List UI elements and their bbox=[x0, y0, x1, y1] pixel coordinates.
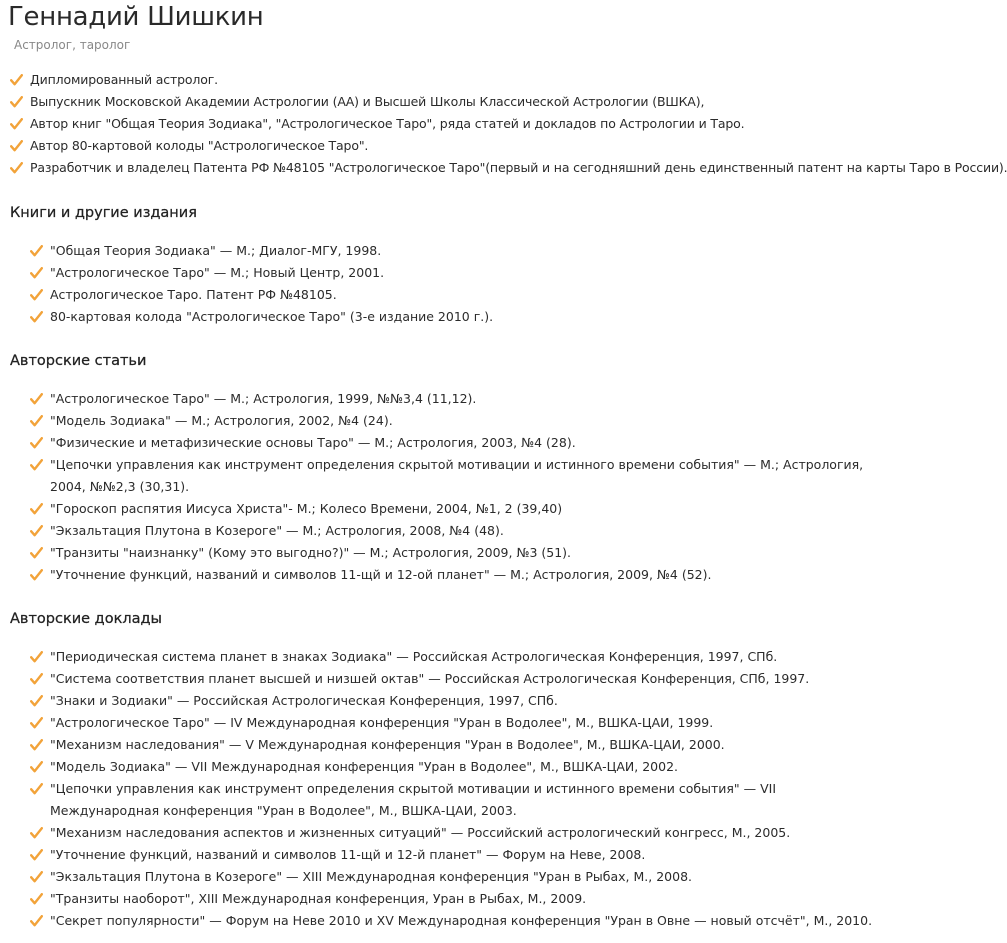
checkmark-icon bbox=[10, 140, 23, 152]
list-item bbox=[30, 410, 863, 432]
list-item bbox=[30, 240, 493, 262]
list-item-text: "Знаки и Зодиаки" — Российская Астрологическая Конференция, 1997, СПб. bbox=[50, 693, 558, 708]
reports-heading: Авторские доклады bbox=[10, 611, 162, 627]
checkmark-icon bbox=[10, 96, 23, 108]
checkmark-icon bbox=[30, 503, 43, 515]
list-item-text: "Периодическая система планет в знаках Зодиака" — Российская Астрологическая Конференция, 1997, СПб. bbox=[50, 649, 778, 664]
list-item-text: "Цепочки управления как инструмент определения скрытой мотивации и истинного времени события" — VII bbox=[50, 781, 777, 796]
list-item bbox=[30, 284, 493, 306]
list-item-text: "Физические и метафизические основы Таро" — М.; Астрология, 2003, №4 (28). bbox=[50, 435, 576, 450]
checkmark-icon bbox=[30, 459, 43, 471]
list-item bbox=[10, 135, 1005, 157]
list-item-text: "Секрет популярности" — Форум на Неве 2010 и XV Международная конференция "Уран в Овне — новый отсчёт", М., 2010. bbox=[50, 913, 873, 928]
list-item-text: "Гороскоп распятия Иисуса Христа"- М.; Колесо Времени, 2004, №1, 2 (39,40) bbox=[50, 501, 563, 516]
list-item-text: "Цепочки управления как инструмент определения скрытой мотивации и истинного времени события" — М.; Астрология, bbox=[50, 457, 864, 472]
checkmark-icon bbox=[30, 569, 43, 581]
list-item-text: "Транзиты "наизнанку" (Кому это выгодно?)" — М.; Астрология, 2009, №3 (51). bbox=[50, 545, 572, 560]
list-item bbox=[30, 498, 863, 520]
list-item bbox=[30, 388, 863, 410]
list-item-text: "Астрологическое Таро" — IV Международная конференция "Уран в Водолее", М., ВШКА-ЦАИ, 1999. bbox=[50, 715, 714, 730]
list-item bbox=[30, 734, 872, 756]
list-item bbox=[30, 910, 872, 932]
list-item bbox=[10, 69, 1005, 91]
list-item bbox=[10, 91, 1005, 113]
list-item-text: "Механизм наследования" — V Международная конференция "Уран в Водолее", М., ВШКА-ЦАИ, 2000. bbox=[50, 737, 725, 752]
checkmark-icon bbox=[30, 893, 43, 905]
list-item bbox=[10, 113, 1005, 135]
list-item-text: 80-картовая колода "Астрологическое Таро" (3-е издание 2010 г.). bbox=[50, 309, 494, 324]
page-title: Геннадий Шишкин bbox=[8, 2, 264, 32]
checkmark-icon bbox=[10, 118, 23, 130]
list-item bbox=[30, 756, 872, 778]
list-item-text: "Транзиты наоборот", XIII Международная конференция, Уран в Рыбах, М., 2009. bbox=[50, 891, 587, 906]
list-item-text: Разработчик и владелец Патента РФ №48105 "Астрологическое Таро"(первый и на сегодняшний день единственный патент на карты Таро в России). bbox=[30, 160, 1007, 175]
list-item-text: "Механизм наследования аспектов и жизненных ситуаций" — Российский астрологический конгресс, М., 2005. bbox=[50, 825, 791, 840]
list-item-text: "Модель Зодиака" — VII Международная конференция "Уран в Водолее", М., ВШКА-ЦАИ, 2002. bbox=[50, 759, 679, 774]
list-item-text: Дипломированный астролог. bbox=[30, 72, 218, 87]
list-item-text: "Система соответствия планет высшей и низшей октав" — Российская Астрологическая Конференция, СПб, 1997. bbox=[50, 671, 810, 686]
list-item-text: "Уточнение функций, названий и символов 11-щй и 12-й планет" — Форум на Неве, 2008. bbox=[50, 847, 646, 862]
list-item bbox=[30, 262, 493, 284]
list-item bbox=[30, 668, 872, 690]
intro-list bbox=[10, 69, 1005, 179]
list-item bbox=[30, 866, 872, 888]
list-item bbox=[30, 778, 872, 822]
list-item-text: "Экзальтация Плутона в Козероге" — М.; Астрология, 2008, №4 (48). bbox=[50, 523, 504, 538]
checkmark-icon bbox=[30, 437, 43, 449]
list-item bbox=[30, 822, 872, 844]
books-list bbox=[30, 240, 493, 328]
list-item bbox=[30, 432, 863, 454]
list-item bbox=[30, 520, 863, 542]
list-item bbox=[30, 646, 872, 668]
checkmark-icon bbox=[30, 651, 43, 663]
checkmark-icon bbox=[30, 739, 43, 751]
reports-list bbox=[30, 646, 872, 932]
list-item-text: Астрологическое Таро. Патент РФ №48105. bbox=[50, 287, 337, 302]
list-item bbox=[30, 454, 863, 498]
list-item bbox=[30, 306, 493, 328]
checkmark-icon bbox=[30, 673, 43, 685]
checkmark-icon bbox=[10, 162, 23, 174]
checkmark-icon bbox=[30, 695, 43, 707]
articles-list bbox=[30, 388, 863, 586]
checkmark-icon bbox=[30, 547, 43, 559]
list-item-text-continued: 2004, №№2,3 (30,31). bbox=[50, 479, 190, 494]
list-item-text: "Общая Теория Зодиака" — М.; Диалог-МГУ, 1998. bbox=[50, 243, 382, 258]
list-item bbox=[30, 712, 872, 734]
checkmark-icon bbox=[30, 311, 43, 323]
checkmark-icon bbox=[10, 74, 23, 86]
list-item-text: "Модель Зодиака" — М.; Астрология, 2002, №4 (24). bbox=[50, 413, 393, 428]
list-item bbox=[30, 690, 872, 712]
list-item bbox=[30, 888, 872, 910]
checkmark-icon bbox=[30, 871, 43, 883]
checkmark-icon bbox=[30, 267, 43, 279]
checkmark-icon bbox=[30, 783, 43, 795]
list-item-text: Автор 80-картовой колоды "Астрологическое Таро". bbox=[30, 138, 369, 153]
checkmark-icon bbox=[30, 525, 43, 537]
list-item bbox=[30, 844, 872, 866]
list-item bbox=[30, 564, 863, 586]
list-item bbox=[30, 542, 863, 564]
articles-heading: Авторские статьи bbox=[10, 353, 147, 369]
list-item-text: "Астрологическое Таро" — М.; Новый Центр, 2001. bbox=[50, 265, 385, 280]
books-heading: Книги и другие издания bbox=[10, 205, 197, 221]
checkmark-icon bbox=[30, 915, 43, 927]
list-item-text: "Экзальтация Плутона в Козероге" — XIII Международная конференция "Уран в Рыбах, М., 2008. bbox=[50, 869, 692, 884]
checkmark-icon bbox=[30, 415, 43, 427]
checkmark-icon bbox=[30, 717, 43, 729]
checkmark-icon bbox=[30, 827, 43, 839]
checkmark-icon bbox=[30, 393, 43, 405]
list-item-text: Выпускник Московской Академии Астрологии (АА) и Высшей Школы Классической Астрологии (ВШКА), bbox=[30, 94, 705, 109]
list-item-text: "Астрологическое Таро" — М.; Астрология, 1999, №№3,4 (11,12). bbox=[50, 391, 477, 406]
list-item-text: "Уточнение функций, названий и символов 11-щй и 12-ой планет" — М.; Астрология, 2009, №4 (52). bbox=[50, 567, 712, 582]
list-item-text-continued: Международная конференция "Уран в Водолее", М., ВШКА-ЦАИ, 2003. bbox=[50, 803, 517, 818]
checkmark-icon bbox=[30, 849, 43, 861]
list-item-text: Автор книг "Общая Теория Зодиака", "Астрологическое Таро", ряда статей и докладов по Астрологии и Таро. bbox=[30, 116, 745, 131]
checkmark-icon bbox=[30, 761, 43, 773]
list-item bbox=[10, 157, 1005, 179]
checkmark-icon bbox=[30, 245, 43, 257]
checkmark-icon bbox=[30, 289, 43, 301]
page-subtitle: Астролог, таролог bbox=[14, 38, 131, 52]
